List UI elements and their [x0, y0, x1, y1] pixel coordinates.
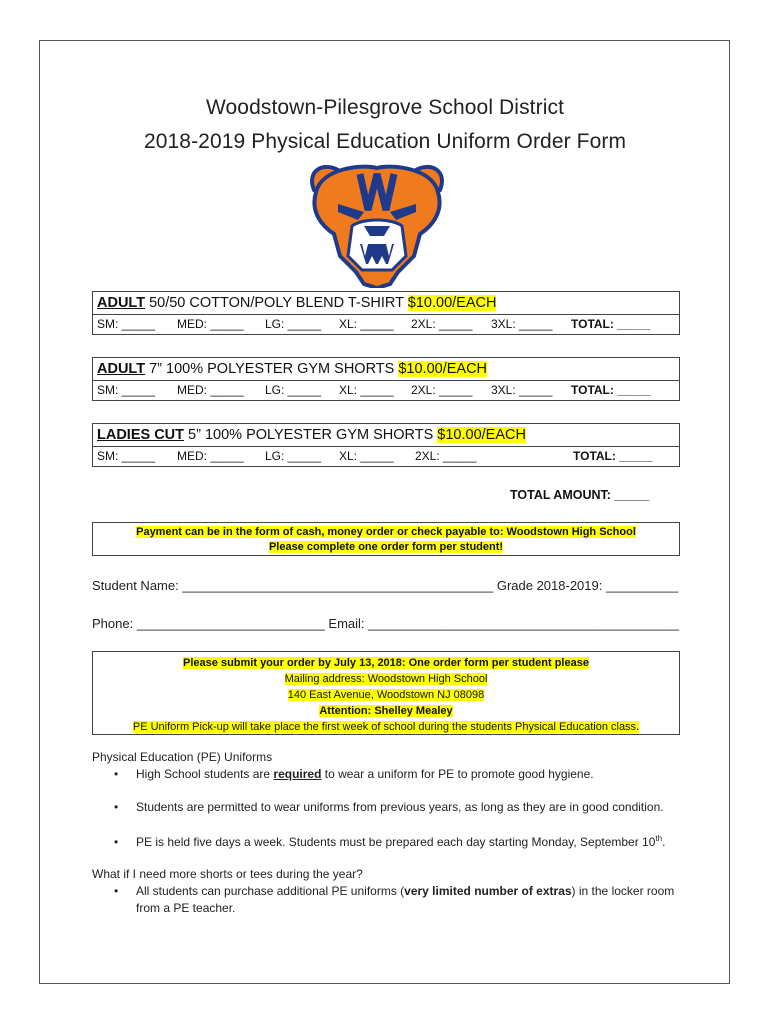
list-item: [114, 834, 665, 849]
size-row: [93, 315, 679, 334]
size-xl[interactable]: XL: _____: [339, 383, 394, 397]
bullet-text: .: [662, 835, 666, 849]
item-price: $10.00/EACH: [407, 295, 497, 311]
attention-line: Attention: Shelley Mealey: [319, 705, 453, 717]
bullet: •: [114, 800, 119, 814]
form-title: 2018-2019 Physical Education Uniform Order Form: [143, 130, 627, 153]
size-med[interactable]: MED: _____: [177, 449, 244, 463]
student-name-grade-field[interactable]: Student Name: ___________________________________________ Grade 2018-2019: __________: [92, 578, 679, 593]
item-desc: 5” 100% POLYESTER GYM SHORTS: [184, 427, 438, 443]
size-sm[interactable]: SM: _____: [97, 317, 156, 331]
limited-extras-text: very limited number of extras: [404, 884, 572, 898]
pickup-info: PE Uniform Pick-up will take place the first week of school during the students Physical Education class.: [132, 721, 640, 733]
bullet-text: High School students are: [136, 767, 274, 781]
list-item-continued: from a PE teacher.: [136, 901, 236, 915]
uniforms-heading: Physical Education (PE) Uniforms: [92, 750, 273, 764]
size-2xl[interactable]: 2XL: _____: [411, 383, 473, 397]
item-total[interactable]: TOTAL: _____: [571, 383, 651, 397]
bullet: •: [114, 884, 119, 898]
item-type: LADIES CUT: [97, 427, 184, 443]
size-2xl[interactable]: 2XL: _____: [411, 317, 473, 331]
payment-notice: [92, 522, 680, 556]
list-item: [114, 767, 594, 781]
bullet-text: All students can purchase additional PE uniforms (: [136, 884, 405, 898]
superscript: th: [655, 834, 663, 843]
tshirt-header: [93, 292, 679, 315]
bullet-text: to wear a uniform for PE to promote good hygiene.: [321, 767, 594, 781]
size-med[interactable]: MED: _____: [177, 317, 244, 331]
bear-mascot-logo: [302, 160, 452, 288]
size-row: [93, 381, 679, 400]
size-sm[interactable]: SM: _____: [97, 449, 156, 463]
item-price: $10.00/EACH: [437, 427, 526, 443]
size-xl[interactable]: XL: _____: [339, 449, 394, 463]
item-type: ADULT: [97, 361, 146, 377]
bullet: •: [114, 835, 119, 849]
item-desc: 50/50 COTTON/POLY BLEND T-SHIRT: [145, 295, 408, 311]
extras-question: What if I need more shorts or tees during the year?: [92, 867, 363, 881]
size-lg[interactable]: LG: _____: [265, 383, 322, 397]
size-med[interactable]: MED: _____: [177, 383, 244, 397]
total-amount[interactable]: TOTAL AMOUNT: _____: [510, 488, 650, 502]
item-desc: 7” 100% POLYESTER GYM SHORTS: [145, 361, 399, 377]
payment-line: Payment can be in the form of cash, money order or check payable to: Woodstown High School: [136, 526, 636, 538]
street-address: 140 East Avenue, Woodstown NJ 08098: [287, 689, 485, 701]
one-form-line: Please complete one order form per student!: [268, 541, 504, 553]
bullet-text: ) in the locker room: [571, 884, 675, 898]
tshirt-order-box: [92, 291, 680, 335]
bullet-text: PE is held five days a week. Students must be prepared each day starting Monday, September 10: [136, 835, 656, 849]
item-type: ADULT: [97, 295, 146, 311]
adult-shorts-header: [93, 358, 679, 381]
size-lg[interactable]: LG: _____: [265, 317, 322, 331]
phone-email-field[interactable]: Phone: __________________________ Email: ___________________________________________: [92, 616, 680, 631]
size-row: [93, 447, 679, 466]
bullet: •: [114, 767, 119, 781]
deadline-text: Please submit your order by July 13, 2018: One order form per student please: [183, 657, 589, 669]
bullet-text: Students are permitted to wear uniforms from previous years, as long as they are in good condition.: [136, 800, 664, 814]
mailing-address: Mailing address: Woodstown High School: [284, 673, 488, 685]
ladies-shorts-header: [93, 424, 679, 447]
size-xl[interactable]: XL: _____: [339, 317, 394, 331]
submission-notice: [92, 651, 680, 735]
list-item: [114, 800, 664, 814]
required-text: required: [273, 767, 322, 781]
size-2xl[interactable]: 2XL: _____: [415, 449, 477, 463]
size-3xl[interactable]: 3XL: _____: [491, 317, 553, 331]
size-lg[interactable]: LG: _____: [265, 449, 322, 463]
list-item: [114, 884, 674, 898]
item-price: $10.00/EACH: [398, 361, 488, 377]
item-total[interactable]: TOTAL: _____: [573, 449, 653, 463]
size-sm[interactable]: SM: _____: [97, 383, 156, 397]
ladies-shorts-order-box: [92, 423, 680, 467]
size-3xl[interactable]: 3XL: _____: [491, 383, 553, 397]
item-total[interactable]: TOTAL: _____: [571, 317, 651, 331]
district-title: Woodstown-Pilesgrove School District: [205, 96, 565, 119]
adult-shorts-order-box: [92, 357, 680, 401]
